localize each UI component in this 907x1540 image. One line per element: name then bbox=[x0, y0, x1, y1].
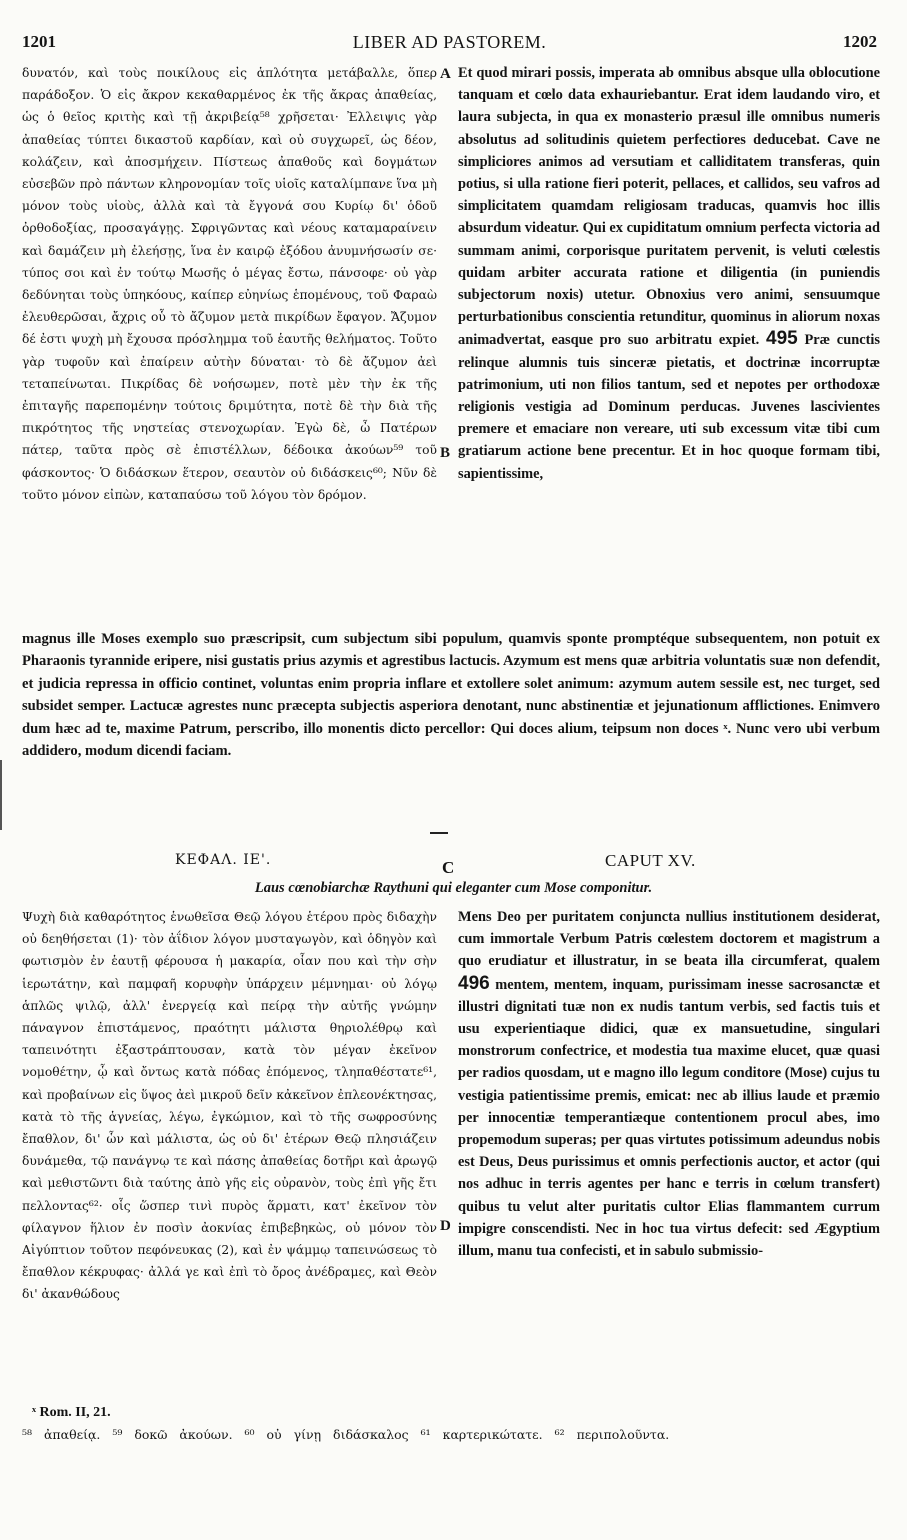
chapter-subtitle: Laus cœnobiarchæ Raythuni qui eleganter cum Mose componitur. bbox=[254, 880, 653, 896]
section-marker-b: B bbox=[440, 445, 451, 461]
latin-text-bottom-b: mentem, mentem, inquam, purissimam inesse sacrosanctæ et illustri dignitati tuæ non ex nudis tantum verbis, sed factis tuis et usu experientiaque didici, quæ ex mansuetudine, singulari monstrorum confectrice, et modestia tua maxime elucet, quæ quasi per radios quosdam, ut e magno illo legum conditore (Mose) cujus tu vestigia patientissime premis, emicat: nec ab illius laude et præmio per innocentiæ temperantiæque contentionem procul abes, imo propemodum superas; per quas virtutes potissimum adeundus nobis est Deus, Deus purissimus et omnis perfectionis auctor, et actor (qui nos adhuc in terris agentes per hanc e terris in cœlum transfert) quibus tu velut alter puritatis cultor Elias flammantem currum impigre conscendisti. Nec in hoc tua virtus defecit: sed Ægyptium illum, manu tua confecisti, et in sabulo submissio- bbox=[458, 976, 880, 1260]
chapter-heading-greek: ΚΕΦΑΛ. ΙΕ'. bbox=[175, 852, 272, 868]
section-marker-c: C bbox=[442, 858, 455, 877]
column-number-496: 496 bbox=[458, 972, 490, 994]
footnote-variant-readings: ⁵⁸ ἀπαθείᾳ. ⁵⁹ δοκῶ ἀκούων. ⁶⁰ οὐ γίνῃ διδάσκαλος ⁶¹ καρτερικώτατε. ⁶² περιπολοῦντα. bbox=[22, 1427, 670, 1442]
greek-column-bottom bbox=[22, 906, 437, 1402]
chapter-heading-latin: CAPUT XV. bbox=[605, 851, 696, 870]
section-marker-d: D bbox=[440, 1218, 451, 1234]
column-number-495: 495 bbox=[766, 328, 798, 350]
latin-text-top-a: Et quod mirari possis, imperata ab omnibus absque ulla oblocutione tanquam et cœlo data exhauriebantur. Erat idem laudando viro, et laura subjecta, in qua ex monasterio præsul ille omnibus numeris absolutus ad solitudinis quietem perfectiores deducebat. Cave ne simpliciores animos ad versutiam et calliditatem transferas, quin potius, si ulla ratione fieri poterit, pellaces, et callidos, seu vafros ad simplicitatem quamdam religiosam traducas, quamvis hoc illis absurdum videatur. Qui ex cupiditatum omnium perfecta victoria ad summam animi, corporisque puritatem pervenit, is veluti cœlestis quidam arbiter accurata ratione et diligentia (in puniendis subjectorum noxis) utetur. Obnoxius vero animi, sensuumque perturbationibus conscientia retunditur, quominus in aliorum noxas animadvertat, easque pro suo arbitratu expiet. bbox=[458, 65, 880, 349]
margin-bar bbox=[0, 760, 2, 830]
page-number-left: 1201 bbox=[22, 32, 56, 51]
running-title: LIBER AD PASTOREM. bbox=[352, 32, 547, 52]
latin-text-full: magnus ille Moses exemplo suo præscripsit, cum subjectum sibi populum, quamvis sponte promptéque subsequentem, non potuit ex Pharaonis tyrannide eripere, nisi gustatis prius azymis et agrestibus lactucis. Azymum est mens quæ arbitria voluntatis suæ non defendit, et judicia repressa in officio continet, voluntas enim propria inflare et extollere solet animum: azymum autem sessile est, nec turget, sed subsidet semper. Lactucæ agrestes nunc præcepta subjectis asperiora denotant, nunc abstinentiæ et jejunationum afflictiones. Enimvero dum hæc ad te, maxime Patrum, perscribo, illo monentis dicto percellor: Qui doces alium, teipsum non doces ˣ. Nunc vero ubi verbum addidero, modum dicendi faciam. bbox=[22, 631, 880, 760]
section-marker-a: A bbox=[440, 66, 451, 82]
latin-text-top-b: Præ cunctis relinque alumnis tuis sinceræ pietatis, et doctrinæ incorruptæ patrimonium, uti non filios tantum, sed et nepotes per orthodoxæ religionis vestigia ad Dominum perducas. Juvenes lascivientes premere et emaciare non vereare, uti sub excessum vitæ tibi cum gratiarum actione bene precentur. Et in hoc quoque formam tibi, sapientissime, bbox=[458, 332, 880, 482]
running-header bbox=[22, 32, 877, 56]
latin-column-top bbox=[458, 62, 880, 628]
page-number-right: 1202 bbox=[843, 32, 877, 51]
latin-column-bottom bbox=[458, 906, 880, 1402]
section-rule bbox=[430, 832, 448, 834]
greek-column-top bbox=[22, 62, 437, 628]
footnote-scripture-reference: ˣ Rom. II, 21. bbox=[32, 1405, 111, 1420]
latin-text-bottom-a: Mens Deo per puritatem conjuncta nullius institutionem desiderat, cum immortale Verbum Patris cœlestem doctorem et magistrum a quo erudiatur et illustratur, in se beata illa circumferat, qualem bbox=[458, 909, 880, 970]
footnotes bbox=[22, 1405, 882, 1442]
greek-text-top: δυνατόν, καὶ τοὺς ποικίλους εἰς ἁπλότητα μετάβαλλε, ὅπερ παράδοξον. Ὁ εἰς ἄκρον κεκαθαρμένος ἐκ τῆς ἄκρας ἀπαθείας, ὡς ὁ θεῖος κριτὴς καὶ τῇ ἀκριβείᾳ⁵⁸ χρῆσεται· Ἐλλειψις γὰρ ἀπαθείας τύπτει δικαστοῦ καρδίαν, καὶ οὐ συγχωρεῖ, ὡς δέον, κολάζειν, καὶ ἀποσμήχειν. Πίστεως ἀπαθοῦς καὶ δογμάτων εὐσεβῶν πρὸ πάντων κληρονομίαν τοῖς υἱοῖς καταλίμπανε ἵνα μὴ μόνον τοὺς υἱοὺς, ἀλλὰ καὶ τὰ ἔγγονά σου Κυρίῳ δι' ὁδοῦ ὀρθοδοξίας, προσαγάγῃς. Σφριγῶντας καὶ νέους καταμαραίνειν καὶ δαμάζειν μὴ ἐλεήσῃς, ἵνα ἐν καιρῷ ἐξόδου ἀνυμνήσωσίν σε· τύπος σοι καὶ ἐν τούτῳ Μωσῆς ὁ μέγας ἔστω, πάνσοφε· οὐ γὰρ δεδύνηται τοὺς ὑπηκόους, καίπερ εὐηνίως ἑπομένους, τοῦ Φαραὼ ἐλευθερῶσαι, ἄχρις οὗ τὸ ἄζυμον μετὰ πικρίδων ἔφαγον. Ἄζυμον δέ ἐστι ψυχὴ μὴ ἔχουσα πρόσλημμα τοῦ ἑαυτῆς θελήματος. Τοῦτο γὰρ τυφοῦν καὶ ἐπαίρειν αὐτὴν δύναται· τὸ δὲ ἄζυμον ἀεὶ τεταπείνωται. Πικρίδας δὲ νοήσωμεν, ποτὲ μὲν τὴν ἐκ τῆς ἐπιταγῆς παρεπομένην τούτοις δριμύτητα, ποτὲ δὲ τὴν διὰ τῆς πικρότητος τῆς νηστείας στενοχωρίαν. Ἐγὼ δὲ, ὦ Πατέρων πάτερ, ταῦτα πρὸς σὲ ἐπιστέλλων, δέδοικα ἀκούων⁵⁹ τοῦ φάσκοντος· Ὁ διδάσκων ἕτερον, σεαυτὸν οὐ διδάσκεις⁶⁰; Νῦν δὲ τοῦτο μόνον εἰπὼν, καταπαύσω τοῦ λόγου τὸν δρόμον. bbox=[22, 66, 437, 502]
latin-full-width-paragraph bbox=[22, 628, 880, 813]
greek-text-bottom: Ψυχὴ διὰ καθαρότητος ἑνωθεῖσα Θεῷ λόγου ἑτέρου πρὸς διδαχὴν οὐ δεηθήσεται (1)· τὸν ἀΐδιον λόγον μυσταγωγὸν, καὶ ὁδηγὸν καὶ φωτισμὸν ἐν ἑαυτῇ φέρουσα ἡ μακαρία, οἷαν που καὶ τὴν σὴν ἱερωτάτην, καὶ παμφαῆ κορυφὴν ὑπάρχειν μέμνημαι· οὐ λόγῳ ἁπλῶς ψιλῷ, ἀλλ' ἐνεργείᾳ καὶ πείρᾳ τὴν αὐτῆς γνώμην πάναγνον ἐπιστάμενος, πραότητι μάλιστα θηριολέθρῳ καὶ ταπεινότητι ἐξαστράπτουσαν, κατὰ τὸν μέγαν ἐκεῖνον νομοθέτην, ᾧ καὶ ὄντως κατὰ πόδας ἑπόμενος, τληπαθέστατε⁶¹, καὶ προβαίνων εἰς ὕψος ἀεὶ μικροῦ δεῖν κἀκεῖνον ἐπλεονέκτησας, κατὰ τὸ τῆς ἁγνείας, λέγω, ἐγκώμιον, καὶ τὸ τῆς σωφροσύνης ἔπαθλον, δι' ὧν καὶ μάλιστα, ὡς οὐ δι' ἑτέρων Θεῷ πλησιάζειν δυνάμεθα, τῷ πανάγνῳ τε καὶ πάσης ἀπαθείας δοτῆρι καὶ ἀρωγῷ καὶ μεθιστῶντι διὰ ταύτης ἀπὸ γῆς εἰς οὐρανὸν, τοὺς ἐπὶ γῆς ἔτι πελλοντας⁶²· οἷς ὥσπερ τινὶ πυρὸς ἅρματι, κατ' ἐκεῖνον τὸν φίλαγνον ἥλιον ἐν ποσὶν ἀοκνίας ἐπιβεβηκὼς, οὐ μόνον τὸν Αἰγύπτιον τοῦτον πεφόνευκας (2), καὶ ἐν ψάμμῳ ταπεινώσεως τὸ ἔπαθλον κέκρυφας· ἀλλά γε καὶ ἐπὶ τὸ ὄρος ἀνέδραμες, καὶ Θεὸν δι' ἀκανθώδους bbox=[22, 910, 437, 1302]
